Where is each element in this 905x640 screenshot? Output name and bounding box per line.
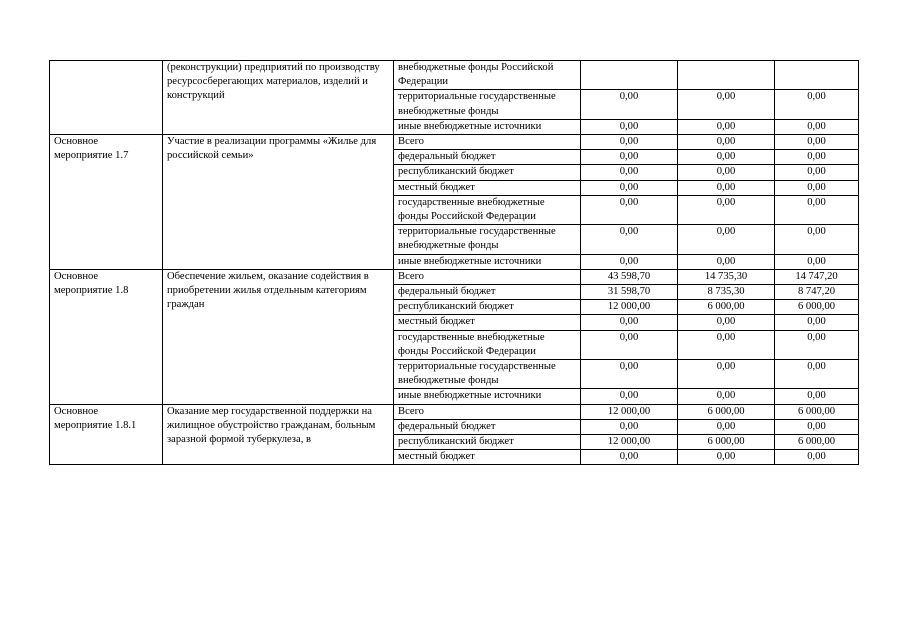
funding-source-cell: государственные внебюджетные фонды Российской Федерации: [394, 195, 581, 224]
amount-cell-year-3: 6 000,00: [775, 300, 859, 315]
amount-cell-year-2: 0,00: [678, 419, 775, 434]
funding-source-cell: федеральный бюджет: [394, 285, 581, 300]
funding-source-cell: Всего: [394, 269, 581, 284]
amount-cell-year-2: 6 000,00: [678, 435, 775, 450]
amount-cell-year-2: 0,00: [678, 119, 775, 134]
amount-cell-year-2: 8 735,30: [678, 285, 775, 300]
funding-source-cell: республиканский бюджет: [394, 165, 581, 180]
amount-cell-year-2: [678, 61, 775, 90]
amount-cell-year-3: 0,00: [775, 150, 859, 165]
amount-cell-year-3: 0,00: [775, 315, 859, 330]
funding-source-cell: местный бюджет: [394, 450, 581, 465]
funding-source-cell: республиканский бюджет: [394, 435, 581, 450]
funding-source-cell: государственные внебюджетные фонды Российской Федерации: [394, 330, 581, 359]
funding-source-cell: местный бюджет: [394, 315, 581, 330]
amount-cell-year-1: 31 598,70: [581, 285, 678, 300]
amount-cell-year-1: 12 000,00: [581, 404, 678, 419]
funding-source-cell: Всего: [394, 404, 581, 419]
amount-cell-year-1: 0,00: [581, 195, 678, 224]
description-cell: Обеспечение жильем, оказание содействия в приобретении жилья отдельным категориям граждан: [163, 269, 394, 404]
amount-cell-year-1: 0,00: [581, 119, 678, 134]
budget-table-body: [50, 61, 859, 465]
funding-source-cell: территориальные государственные внебюджетные фонды: [394, 90, 581, 119]
amount-cell-year-3: 6 000,00: [775, 435, 859, 450]
funding-source-cell: иные внебюджетные источники: [394, 254, 581, 269]
amount-cell-year-3: 0,00: [775, 225, 859, 254]
amount-cell-year-2: 0,00: [678, 195, 775, 224]
event-cell: Основное мероприятие 1.8.1: [50, 404, 163, 465]
amount-cell-year-3: 0,00: [775, 165, 859, 180]
amount-cell-year-2: 14 735,30: [678, 269, 775, 284]
amount-cell-year-2: 0,00: [678, 254, 775, 269]
amount-cell-year-1: 0,00: [581, 165, 678, 180]
amount-cell-year-1: 0,00: [581, 389, 678, 404]
amount-cell-year-1: 0,00: [581, 180, 678, 195]
description-cell: Участие в реализации программы «Жилье для российской семьи»: [163, 135, 394, 270]
amount-cell-year-1: 0,00: [581, 315, 678, 330]
amount-cell-year-3: 0,00: [775, 389, 859, 404]
amount-cell-year-1: 0,00: [581, 150, 678, 165]
amount-cell-year-1: 0,00: [581, 135, 678, 150]
amount-cell-year-1: 0,00: [581, 225, 678, 254]
amount-cell-year-1: 0,00: [581, 450, 678, 465]
event-cell: [50, 61, 163, 135]
amount-cell-year-3: 0,00: [775, 195, 859, 224]
event-cell: Основное мероприятие 1.8: [50, 269, 163, 404]
amount-cell-year-3: 0,00: [775, 450, 859, 465]
table-row: [50, 61, 859, 90]
amount-cell-year-2: 0,00: [678, 330, 775, 359]
amount-cell-year-2: 6 000,00: [678, 404, 775, 419]
amount-cell-year-1: 0,00: [581, 330, 678, 359]
funding-source-cell: иные внебюджетные источники: [394, 119, 581, 134]
amount-cell-year-3: 8 747,20: [775, 285, 859, 300]
funding-source-cell: федеральный бюджет: [394, 150, 581, 165]
amount-cell-year-2: 0,00: [678, 165, 775, 180]
description-cell: Оказание мер государственной поддержки на жилищное обустройство гражданам, больным заразной формой туберкулеза, в: [163, 404, 394, 465]
table-row: [50, 404, 859, 419]
amount-cell-year-2: 0,00: [678, 135, 775, 150]
amount-cell-year-2: 0,00: [678, 150, 775, 165]
funding-source-cell: внебюджетные фонды Российской Федерации: [394, 61, 581, 90]
amount-cell-year-3: 0,00: [775, 135, 859, 150]
amount-cell-year-1: 0,00: [581, 254, 678, 269]
amount-cell-year-2: 6 000,00: [678, 300, 775, 315]
event-cell: Основное мероприятие 1.7: [50, 135, 163, 270]
amount-cell-year-1: 0,00: [581, 360, 678, 389]
funding-source-cell: территориальные государственные внебюджетные фонды: [394, 225, 581, 254]
funding-source-cell: местный бюджет: [394, 180, 581, 195]
amount-cell-year-1: 43 598,70: [581, 269, 678, 284]
amount-cell-year-3: 0,00: [775, 119, 859, 134]
amount-cell-year-1: 0,00: [581, 419, 678, 434]
table-row: [50, 135, 859, 150]
funding-source-cell: территориальные государственные внебюджетные фонды: [394, 360, 581, 389]
amount-cell-year-3: 0,00: [775, 330, 859, 359]
amount-cell-year-2: 0,00: [678, 450, 775, 465]
funding-source-cell: федеральный бюджет: [394, 419, 581, 434]
amount-cell-year-3: 14 747,20: [775, 269, 859, 284]
amount-cell-year-3: 6 000,00: [775, 404, 859, 419]
amount-cell-year-1: 12 000,00: [581, 435, 678, 450]
amount-cell-year-2: 0,00: [678, 315, 775, 330]
amount-cell-year-2: 0,00: [678, 180, 775, 195]
amount-cell-year-3: 0,00: [775, 90, 859, 119]
description-cell: (реконструкции) предприятий по производству ресурсосберегающих материалов, изделий и конструкций: [163, 61, 394, 135]
funding-source-cell: иные внебюджетные источники: [394, 389, 581, 404]
amount-cell-year-1: 12 000,00: [581, 300, 678, 315]
amount-cell-year-1: [581, 61, 678, 90]
amount-cell-year-3: 0,00: [775, 254, 859, 269]
amount-cell-year-2: 0,00: [678, 389, 775, 404]
amount-cell-year-3: 0,00: [775, 360, 859, 389]
budget-table: [49, 60, 859, 465]
funding-source-cell: республиканский бюджет: [394, 300, 581, 315]
amount-cell-year-2: 0,00: [678, 360, 775, 389]
amount-cell-year-3: [775, 61, 859, 90]
amount-cell-year-3: 0,00: [775, 419, 859, 434]
amount-cell-year-3: 0,00: [775, 180, 859, 195]
table-row: [50, 269, 859, 284]
funding-source-cell: Всего: [394, 135, 581, 150]
amount-cell-year-2: 0,00: [678, 225, 775, 254]
amount-cell-year-1: 0,00: [581, 90, 678, 119]
amount-cell-year-2: 0,00: [678, 90, 775, 119]
